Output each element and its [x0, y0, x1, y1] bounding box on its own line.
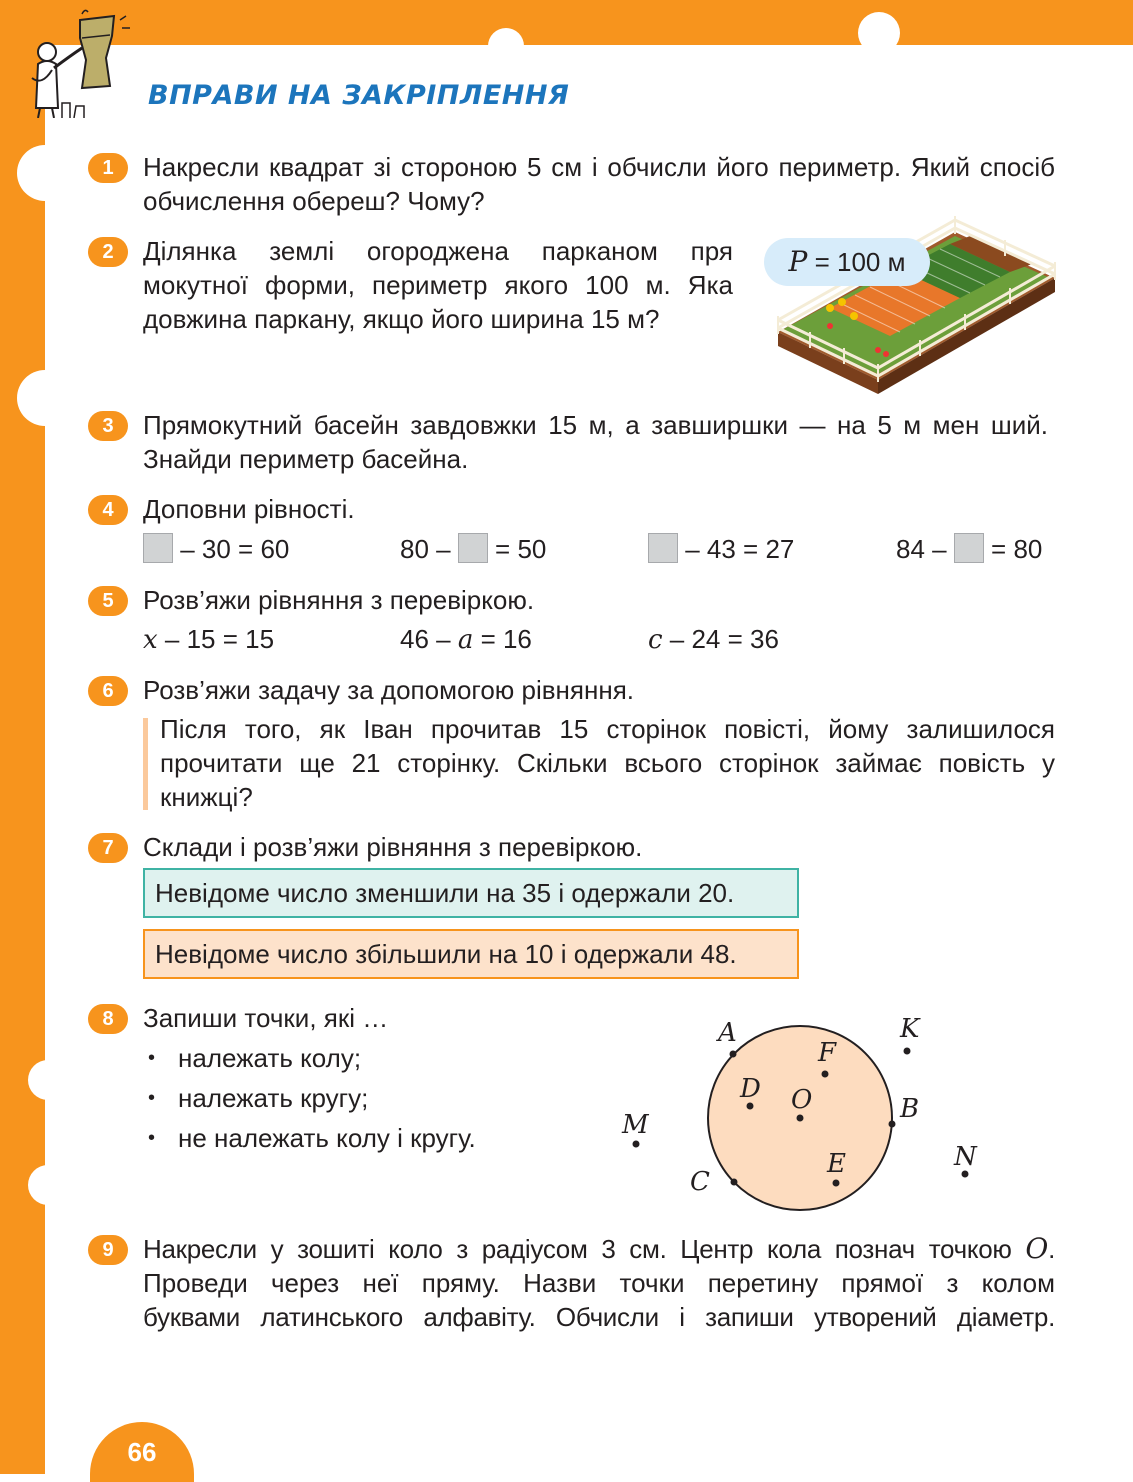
left-notch	[28, 1060, 68, 1100]
left-notch	[28, 1165, 68, 1205]
exercise-number-badge: 8	[88, 1004, 128, 1034]
equation-text: 80 –	[400, 534, 458, 564]
exercise-6-text: Розв’яжи задачу за допомогою рівняння.	[143, 675, 635, 705]
equation-1	[143, 532, 289, 566]
label-K: K	[900, 1014, 920, 1044]
exercise-2-line: Ділянка землі огороджена парканом пря	[143, 236, 733, 266]
equation-2	[400, 532, 546, 566]
equation-text: – 43 = 27	[678, 534, 795, 564]
exercise-9-line	[143, 1232, 1055, 1266]
exercise-1-text: Накресли квадрат зі стороною 5 см і обчисли його периметр. Який спосіб обчислення обереш? Чому?	[143, 152, 1055, 216]
perimeter-bubble	[764, 238, 930, 286]
bullet-item: • належать колу;	[143, 1038, 476, 1078]
left-frame-bar	[0, 0, 45, 1474]
blank-box	[648, 533, 678, 563]
label-B: B	[900, 1094, 920, 1124]
page-number: 66	[127, 1437, 157, 1467]
equation-text: = 80	[983, 534, 1043, 564]
exercise-9-line-text: .	[1048, 1234, 1055, 1264]
label-O: O	[791, 1085, 813, 1115]
exercise-4-text: Доповни рівності.	[143, 494, 355, 524]
exercise-2-text	[143, 234, 733, 336]
label-M: M	[622, 1110, 649, 1140]
top-frame-bar	[0, 0, 1133, 45]
point-E	[833, 1180, 840, 1187]
exercise-number-badge: 1	[88, 153, 128, 183]
point-O	[797, 1115, 804, 1122]
label-F: F	[818, 1038, 837, 1068]
exercise-9-text	[143, 1232, 1055, 1334]
equation-text: = 16	[473, 624, 532, 654]
equation-c	[648, 622, 779, 657]
exercise-7-text: Склади і розв’яжи рівняння з перевіркою.	[143, 832, 643, 862]
exercise-9-line-text: Накресли у зошиті коло з радіусом 3 см. Центр кола познач точкою	[143, 1234, 1026, 1264]
point-F	[822, 1071, 829, 1078]
equation-3	[648, 532, 794, 566]
exercise-9-line: Проведи через неї пряму. Назви точки перетину прямої з колом	[143, 1268, 1055, 1298]
equation-a	[400, 622, 532, 657]
exercise-number-badge: 6	[88, 676, 128, 706]
bullet-item: • не належать колу і кругу.	[143, 1118, 476, 1158]
label-E: E	[827, 1149, 846, 1179]
exercise-2-line: мокутної форми, периметр якого 100 м. Яка	[143, 270, 733, 300]
blank-box	[954, 533, 984, 563]
point-C	[731, 1179, 738, 1186]
label-N: N	[954, 1142, 977, 1172]
equation-text: – 24 = 36	[662, 624, 779, 654]
exercise-2-line: довжина паркану, якщо його ширина 15 м?	[143, 304, 660, 334]
story-accent-bar	[143, 718, 148, 810]
circle-diagram	[600, 1005, 1000, 1220]
exercise-number-badge: 2	[88, 237, 128, 267]
exercise-5-text: Розв’яжи рівняння з перевіркою.	[143, 585, 535, 615]
variable: c	[648, 625, 663, 655]
left-notch	[17, 370, 73, 426]
equation-4	[896, 532, 1042, 566]
label-C: C	[690, 1167, 710, 1197]
exercise-number-badge: 3	[88, 411, 128, 441]
exercise-8-text: Запиши точки, які …	[143, 1003, 389, 1033]
mascot-icon	[22, 8, 132, 118]
label-D: D	[740, 1074, 761, 1104]
perimeter-variable: P	[788, 245, 808, 278]
blank-box	[143, 533, 173, 563]
story-text: Після того, як Іван прочитав 15 сторінок повісті, йому залишилося прочитати ще 21 сторінку. Скільки всього сторінок займає повість у книжці?	[160, 714, 1055, 812]
exercise-3-text: Прямокутний басейн завдовжки 15 м, а завширшки — на 5 м мен ший. Знайди периметр басейна.	[143, 410, 1048, 474]
equation-text: – 15 = 15	[157, 624, 275, 654]
exercise-number-badge: 5	[88, 586, 128, 616]
left-notch	[17, 145, 73, 201]
section-title: ВПРАВИ НА ЗАКРІПЛЕННЯ	[148, 80, 570, 111]
bullet-item: • належать кругу;	[143, 1078, 476, 1118]
point-A	[730, 1051, 737, 1058]
equation-text: 46 –	[400, 624, 458, 654]
label-A: A	[718, 1018, 737, 1048]
blank-box	[458, 533, 488, 563]
variable: a	[457, 625, 474, 655]
garden-plot-illustration	[770, 208, 1060, 394]
point-M	[633, 1141, 640, 1148]
equation-text: = 50	[487, 534, 547, 564]
top-notch	[858, 12, 900, 54]
perimeter-value: = 100 м	[807, 247, 906, 277]
top-notch	[488, 28, 524, 64]
exercise-number-badge: 7	[88, 833, 128, 863]
equation-text: 84 –	[896, 534, 954, 564]
exercise-9-line: буквами латинського алфавіту. Обчисли і запиши утворений діаметр.	[143, 1302, 1055, 1332]
point-B	[889, 1121, 896, 1128]
bullet-list	[143, 1038, 476, 1158]
variable: x	[143, 625, 158, 655]
variable: O	[1025, 1232, 1049, 1265]
equation-x	[143, 622, 274, 657]
point-K	[904, 1048, 911, 1055]
equation-text: – 30 = 60	[173, 534, 290, 564]
exercise-number-badge: 4	[88, 495, 128, 525]
exercise-number-badge: 9	[88, 1235, 128, 1265]
task-box-decrease: Невідоме число зменшили на 35 і одержали 20.	[143, 868, 799, 918]
task-box-increase: Невідоме число збільшили на 10 і одержали 48.	[143, 929, 799, 979]
